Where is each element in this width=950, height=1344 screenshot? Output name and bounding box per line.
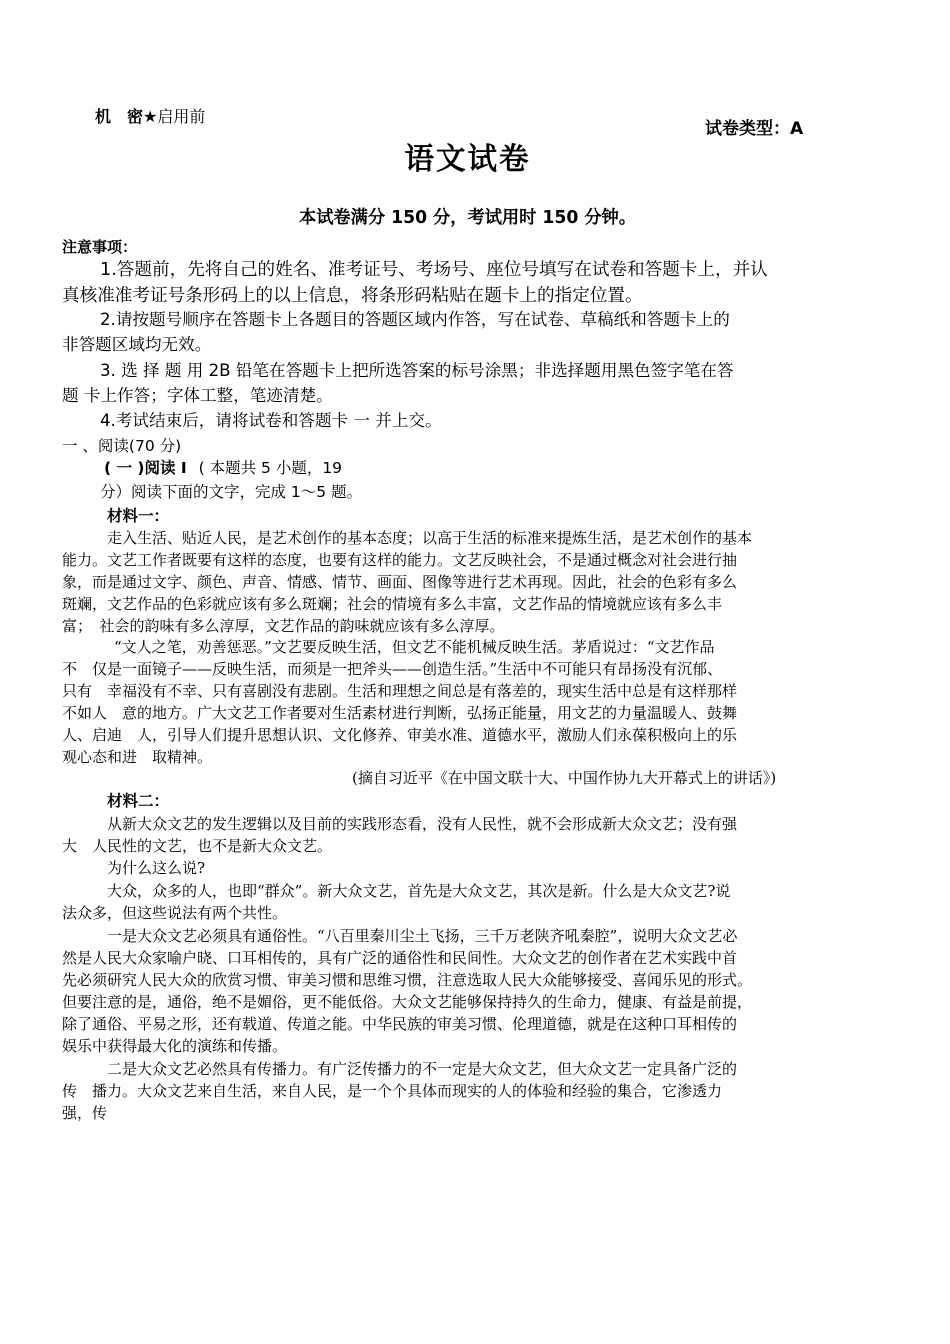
material2-label: 材料二：: [107, 792, 170, 810]
notice-line: 3. 选 择 题 用 2B 铅笔在答题卡上把所选答案的标号涂黑；非选择题用黑色签字笔在答: [100, 361, 734, 380]
sub-heading-bold: ( 一 )阅读 I: [104, 459, 187, 477]
material2-line: 先必须研究人民大众的欣赏习惯、审美习惯和思维习惯，注意选取人民大众能够接受、喜闻乐见的形式。: [62, 971, 753, 989]
page-title: 语文试卷: [404, 142, 531, 177]
material2-line: 为什么这么说?: [107, 859, 206, 877]
full-mark-line: 本试卷满分 150 分，考试用时 150 分钟。: [298, 208, 637, 228]
material1-line: 不 仅是一面镜子——反映生活，而须是一把斧头——创造生活。”生活中不可能只有昂扬没有沉郁、: [62, 660, 723, 678]
material2-line: 强，传: [62, 1104, 108, 1122]
material2-line: 但要注意的是，通俗，绝不是媚俗，更不能低俗。大众文艺能够保持持久的生命力，健康、有益是前提，: [62, 993, 753, 1011]
material1-line: “文人之笔，劝善惩恶。”文艺要反映生活，但文艺不能机械反映生活。茅盾说过：“文艺作品: [114, 638, 715, 656]
material1-line: 能力。文艺工作者既要有这样的态度，也要有这样的能力。文艺反映社会，不是通过概念对社会进行抽: [62, 551, 738, 569]
section-heading: 一 、阅读(70 分): [62, 437, 182, 455]
material2-line: 从新大众文艺的发生逻辑以及目前的实践形态看，没有人民性，就不会形成新大众文艺；没有强: [107, 815, 738, 833]
notice-line: 非答题区域均无效。: [62, 335, 212, 354]
material2-line: 然是人民大众家喻户晓、口耳相传的，具有广泛的通俗性和民间性。大众文艺的创作者在艺术实践中首: [62, 949, 738, 967]
material1-line: 不如人 意的地方。广大文艺工作者要对生活素材进行判断，弘扬正能量，用文艺的力量温暖人、鼓舞: [62, 704, 738, 722]
material2-line: 传 播力。大众文艺来自生活，来自人民，是一个个具体而现实的人的体验和经验的集合，它渗透力: [62, 1082, 723, 1100]
notice-line: 1.答题前，先将自己的姓名、准考证号、考场号、座位号填写在试卷和答题卡上，并认: [100, 260, 768, 280]
material1-line: 象，而是通过文字、颜色、声音、情感、情节、画面、图像等进行艺术再现。因此，社会的色彩有多么: [62, 573, 738, 591]
material2-line: 法众多，但这些说法有两个共性。: [62, 904, 288, 922]
sub-heading: [104, 456, 342, 478]
paper-type: 试卷类型：A: [705, 119, 804, 139]
material2-line: 二是大众文艺必然具有传播力。有广泛传播力的不一定是大众文艺，但大众文艺一定具备广泛的: [107, 1060, 738, 1078]
secret-label: [95, 104, 205, 127]
material1-line: 富； 社会的韵味有多么淳厚，文艺作品的韵味就应该有多么淳厚。: [62, 617, 505, 635]
secret-label-bold: 机 密★: [95, 107, 158, 126]
material1-line: 斑斓，文艺作品的色彩就应该有多么斑斓；社会的情境有多么丰富，文艺作品的情境就应该有多么丰: [62, 595, 723, 613]
notice-line: 真核准准考证号条形码上的以上信息，将条形码粘贴在题卡上的指定位置。: [62, 286, 643, 306]
notice-line: 2.请按题号顺序在答题卡上各题目的答题区域内作答，写在试卷、草稿纸和答题卡上的: [100, 310, 730, 329]
material2-line: 除了通俗、平易之形，还有载道、传道之能。中华民族的审美习惯、伦理道德，就是在这种口耳相传的: [62, 1015, 738, 1033]
material1-source: (摘自习近平《在中国文联十大、中国作协九大开幕式上的讲话》): [352, 769, 777, 787]
notice-heading: 注意事项：: [62, 238, 138, 256]
material2-line: 大 人民性的文艺，也不是新大众文艺。: [62, 837, 333, 855]
material2-line: 一是大众文艺必须具有通俗性。“八百里秦川尘土飞扬，三千万老陕齐吼秦腔”，说明大众文艺必: [107, 927, 738, 945]
material1-label: 材料一：: [107, 507, 170, 525]
material1-line: 走入生活、贴近人民，是艺术创作的基本态度；以高于生活的标准来提炼生活，是艺术创作的基本: [107, 529, 753, 547]
notice-line: 4.考试结束后，请将试卷和答题卡 一 并上交。: [100, 411, 442, 430]
material1-line: 只有 幸福没有不幸、只有喜剧没有悲剧。生活和理想之间总是有落差的，现实生活中总是有这样那样: [62, 682, 738, 700]
sub-heading-rest: ( 本题共 5 小题，19: [198, 459, 343, 477]
material1-line: 观心态和进 取精神。: [62, 748, 213, 766]
material2-line: 娱乐中获得最大化的演练和传播。: [62, 1037, 288, 1055]
material2-line: 大众，众多的人，也即“群众”。新大众文艺，首先是大众文艺，其次是新。什么是大众文艺?说: [107, 882, 731, 900]
sub-heading-line2: 分）阅读下面的文字，完成 1～5 题。: [100, 483, 363, 501]
notice-line: 题 卡上作答；字体工整，笔迹清楚。: [62, 386, 333, 405]
material1-line: 人、启迪 人，引导人们提升思想认识、文化修养、审美水准、道德水平，激励人们永葆积极向上的乐: [62, 726, 738, 744]
secret-label-rest: 启用前: [157, 107, 206, 126]
